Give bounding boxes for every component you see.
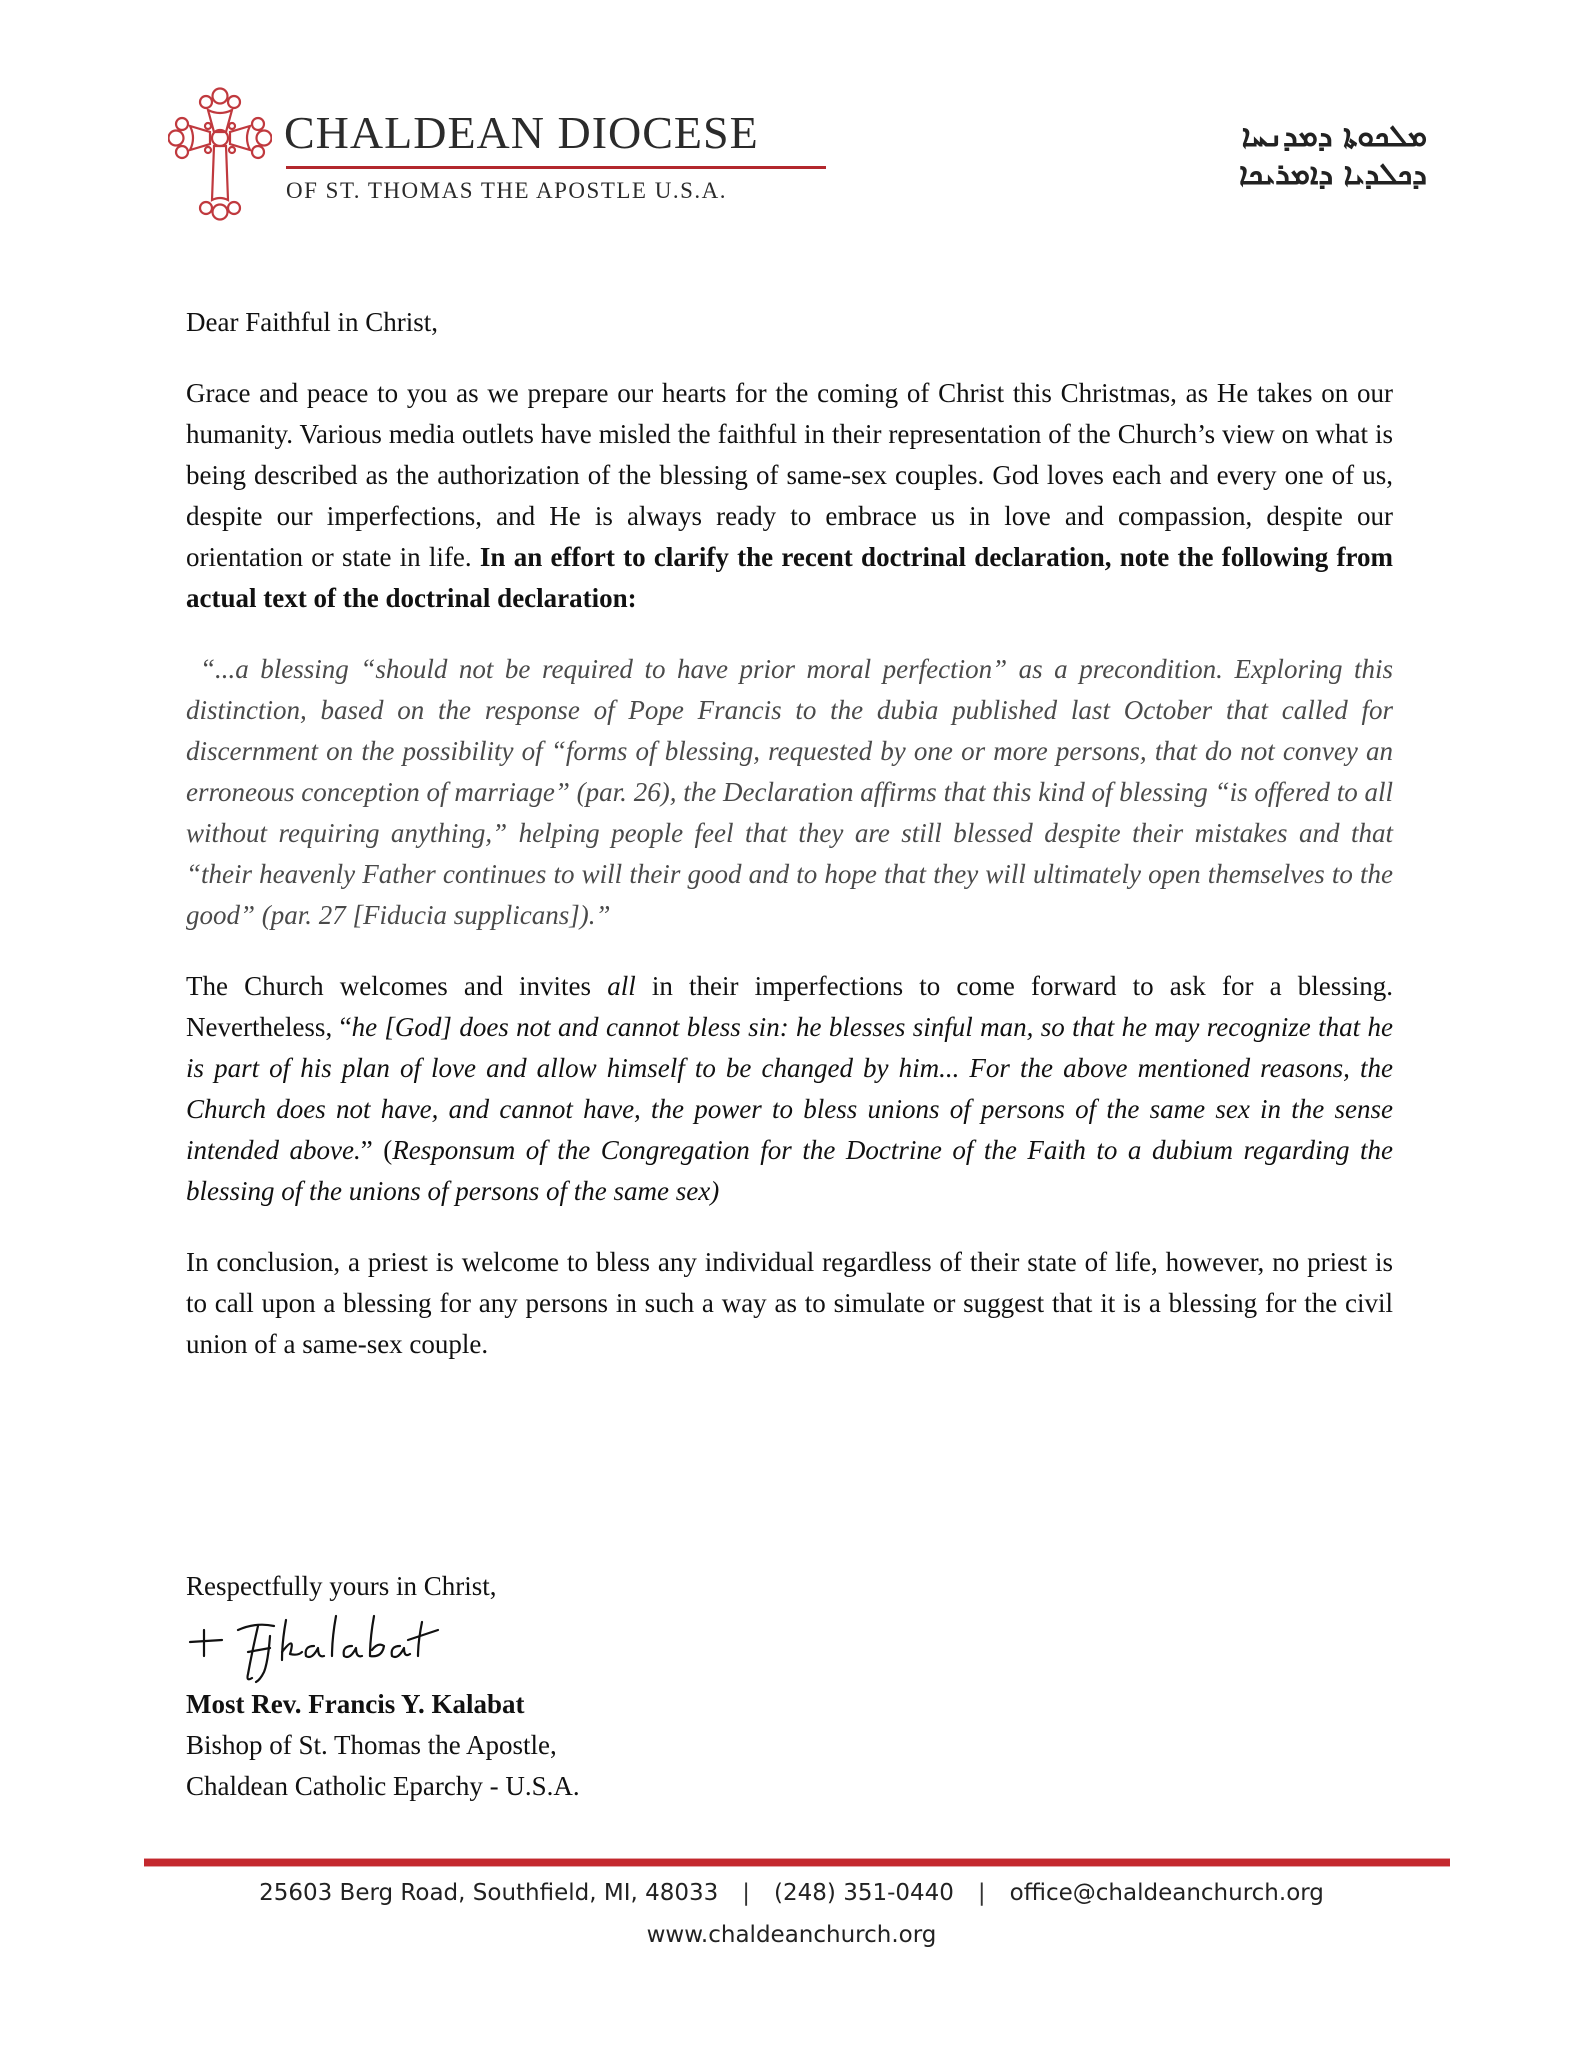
- footer-separator: |: [742, 1880, 751, 1906]
- para2-responsum-quote: he [God] does not and cannot bless sin: he blesses sinful man, so that he may recognize that he is part of his plan of love and allow himself to be changed by him... For the above mentioned reasons, the Church does not have, and cannot have, the power to bless unions of persons of the same sex in the sense intended above.: [186, 1012, 1393, 1165]
- para2-text-c: ” (: [360, 1135, 393, 1165]
- para2-text-b: in their imperfections to come forward to ask for a blessing. Nevertheless, “: [186, 971, 1393, 1042]
- paragraph-intro: [186, 373, 1393, 619]
- footer-separator: |: [977, 1880, 986, 1906]
- org-title: CHALDEAN DIOCESE: [284, 107, 759, 158]
- footer-email[interactable]: office@chaldeanchurch.org: [1009, 1880, 1324, 1906]
- paragraph-church-welcomes: [186, 966, 1393, 1212]
- paragraph-conclusion: In conclusion, a priest is welcome to bless any individual regardless of their state of life, however, no priest is to call upon a blessing for any persons in such a way as to simulate or suggest that it is a blessing for the civil union of a same-sex couple.: [186, 1247, 1393, 1359]
- para2-emphasis-all: all: [607, 971, 636, 1001]
- org-subtitle: OF ST. THOMAS THE APOSTLE U.S.A.: [286, 178, 727, 203]
- letterhead-divider: [286, 166, 826, 169]
- para2-text-a: The Church welcomes and invites: [186, 971, 608, 1001]
- para2-citation: Responsum of the Congregation for the Doctrine of the Faith to a dubium regarding the blessing of the unions of persons of the same sex): [186, 1135, 1393, 1206]
- signature-icon: [186, 1612, 446, 1684]
- footer-divider: [144, 1858, 1450, 1867]
- footer-phone[interactable]: (248) 351-0440: [774, 1880, 954, 1906]
- closing: Respectfully yours in Christ,: [186, 1571, 497, 1601]
- signatory-name: Most Rev. Francis Y. Kalabat: [186, 1689, 525, 1719]
- footer-contact: [0, 1880, 1583, 1906]
- declaration-quote: “...a blessing “should not be required to have prior moral perfection” as a precondition. Exploring this distinction, based on the response of Pope Francis to the dubia published last October that called for discernment on the possibility of “forms of blessing, requested by one or more persons, that do not convey an erroneous conception of marriage” (par. 26), the Declaration affirms that this kind of blessing “is offered to all without requiring anything,” helping people feel that they are still blessed despite their mistakes and that “their heavenly Father continues to will their good and to hope that they will ultimately open themselves to the good” (par. 27 [Fiducia supplicans]).”: [186, 654, 1393, 930]
- footer-website[interactable]: www.chaldeanchurch.org: [646, 1922, 937, 1948]
- signatory-title-2: Chaldean Catholic Eparchy - U.S.A.: [186, 1771, 580, 1801]
- signature-block: [186, 1684, 580, 1807]
- footer-address: 25603 Berg Road, Southfield, MI, 48033: [259, 1880, 719, 1906]
- intro-bold-text: In an effort to clarify the recent doctrinal declaration, note the following from actual text of the doctrinal declaration:: [186, 542, 1393, 613]
- syriac-letterhead: [1239, 118, 1427, 194]
- chaldean-cross-icon: [168, 86, 272, 222]
- letter-body: [186, 302, 1393, 1395]
- signatory-title-1: Bishop of St. Thomas the Apostle,: [186, 1730, 557, 1760]
- syriac-line-2: ܕܟܠܕܝܐ ܕܐܡܪܝܟܐ: [1239, 157, 1427, 192]
- salutation: Dear Faithful in Christ,: [186, 307, 438, 337]
- intro-text: Grace and peace to you as we prepare our hearts for the coming of Christ this Christmas, as He takes on our humanity. Various media outlets have misled the faithful in their representation of the Church’s view on what is being described as the authorization of the blessing of same-sex couples. God loves each and every one of us, despite our imperfections, and He is always ready to embrace us in love and compassion, despite our orientation or state in life.: [186, 378, 1393, 572]
- letterhead: [168, 86, 828, 226]
- syriac-line-1: ܡܠܟܘܬܐ ܕܡܕܢܚܐ: [1241, 119, 1427, 154]
